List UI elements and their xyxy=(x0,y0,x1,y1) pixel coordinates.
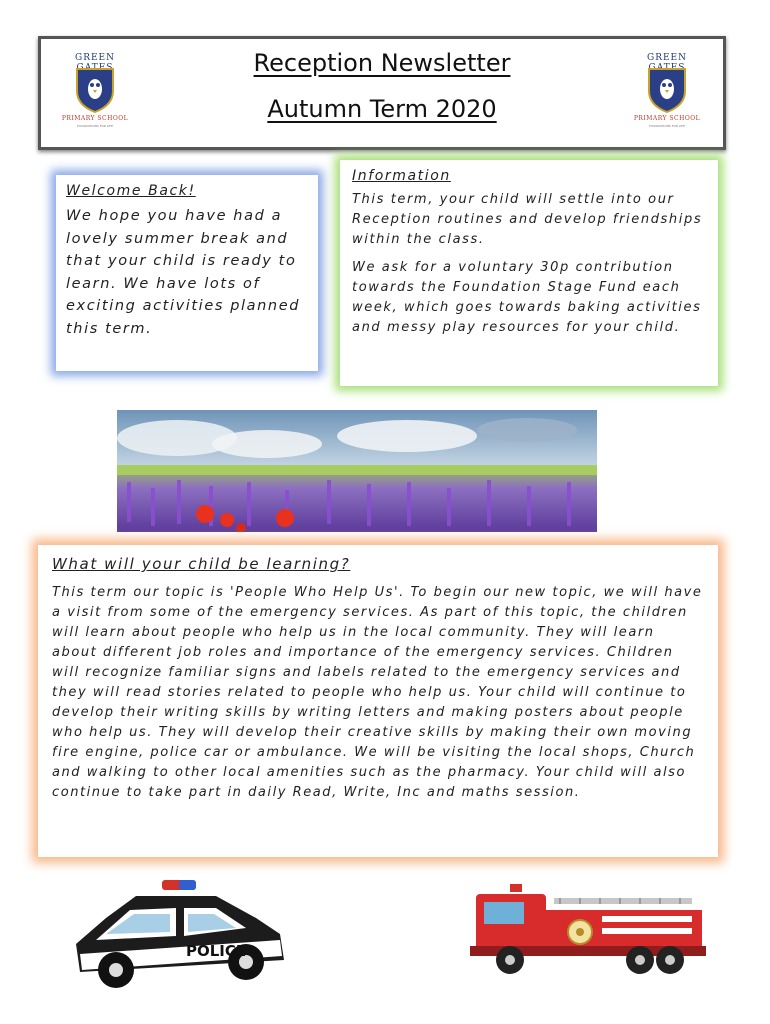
crest-arc-text: GREEN xyxy=(647,53,687,63)
police-car-icon xyxy=(66,874,292,994)
newsletter-subtitle: Autumn Term 2020 xyxy=(267,95,497,123)
crest-school-text: PRIMARY SCHOOL xyxy=(633,115,701,122)
information-heading: Information xyxy=(352,168,451,184)
crest-arc-text: GREEN xyxy=(75,53,115,63)
newsletter-title: Reception Newsletter xyxy=(253,49,511,77)
fire-engine-clipart xyxy=(470,880,706,980)
crest-school-text: PRIMARY SCHOOL xyxy=(61,115,129,122)
shield-icon xyxy=(647,67,687,113)
welcome-text: We hope you have had a lovely summer break and that your child is ready to learn. We have lots of exciting activities planned this term. xyxy=(66,208,301,337)
flower-field-illustration xyxy=(117,410,597,532)
welcome-heading: Welcome Back! xyxy=(66,183,196,199)
crest-motto-text: FOUNDATIONS FOR LIFE xyxy=(648,124,686,128)
information-paragraph: This term, your child will settle into our Reception routines and develop friendships within the class. xyxy=(352,192,703,247)
fire-engine-icon xyxy=(470,880,706,980)
learning-text: This term our topic is 'People Who Help Us'. To begin our new topic, we will have a visit from some of the emergency services. As part of this topic, the children will learn about people who help us in the local community. They will learn about different job roles and importance of the emergency services. Children will recognize familiar signs and labels related to the emergency services and they will read stories related to people who help us. Your child will continue to develop their writing skills by writing letters and making posters about people who help us. They will develop their creative skills by making their own moving fire engine, police car or ambulance. We will be visiting the local shops, Church and walking to other local amenities such as the pharmacy. Your child will also continue to take part in daily Read, Write, Inc and maths session. xyxy=(52,585,703,800)
learning-box xyxy=(38,545,718,857)
police-car-clipart xyxy=(66,874,292,994)
crest-motto-text: FOUNDATIONS FOR LIFE xyxy=(76,124,114,128)
information-paragraph: We ask for a voluntary 30p contribution towards the Foundation Stage Fund each week, which goes towards baking activities and messy play resources for your child. xyxy=(352,260,702,335)
learning-heading: What will your child be learning? xyxy=(52,555,351,573)
newsletter-header xyxy=(38,36,726,150)
flower-field-image xyxy=(117,410,597,532)
police-label: POLICE xyxy=(186,942,247,960)
welcome-box xyxy=(56,175,318,371)
school-crest-right xyxy=(631,53,703,133)
information-box xyxy=(340,160,718,386)
